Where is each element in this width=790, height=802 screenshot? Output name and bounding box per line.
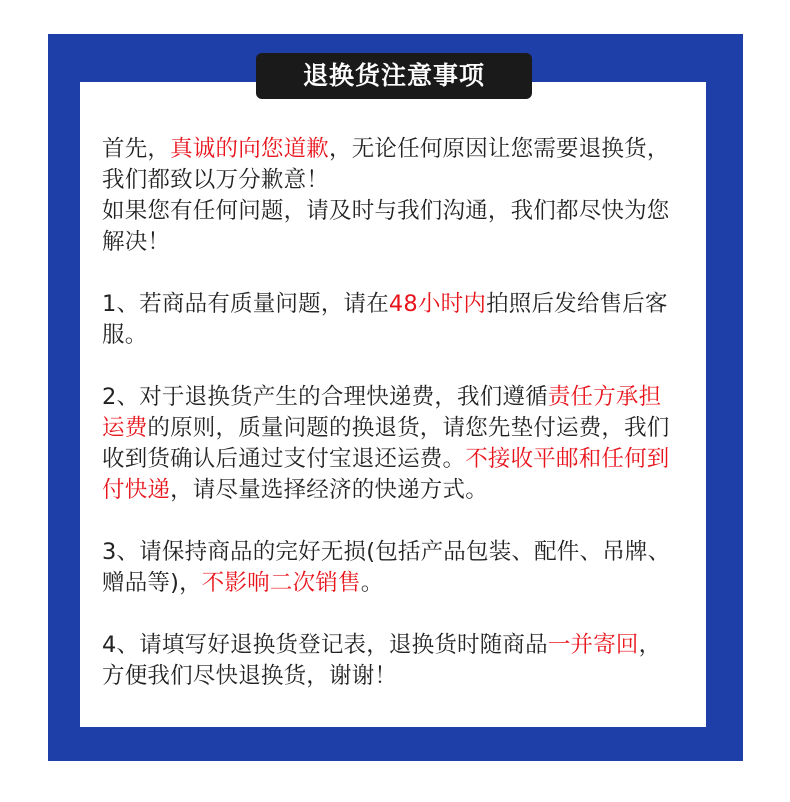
intro-contact: 如果您有任何问题，请及时与我们沟通，我们都尽快为您解决！	[102, 198, 670, 255]
item4-text-a: 4、请填写好退换货登记表，退换货时随商品	[102, 632, 548, 658]
intro-apology	[102, 134, 682, 196]
intro-apology-text-a: 首先，	[102, 136, 171, 162]
intro-apology-text-b: ，无论任何原因让您需要退换货，我们都致以万分歉意！	[102, 136, 670, 193]
notice-item-2	[102, 382, 682, 506]
item1-text-b: 拍照后发给售后客服。	[102, 291, 668, 348]
notice-item-1	[102, 289, 682, 351]
item2-highlight-1: 责任方承担运费	[102, 384, 662, 441]
item2-text-a: 2、对于退换货产生的合理快递费，我们遵循	[102, 384, 548, 410]
item2-highlight-2: 不接收平邮和任何到付快递	[102, 446, 670, 503]
item1-text-a: 1、若商品有质量问题，请在	[102, 291, 389, 317]
notice-content	[102, 134, 682, 692]
item3-text-b: 。	[360, 570, 384, 596]
item2-text-c: ，请尽量选择经济的快递方式。	[170, 477, 488, 503]
item3-text-a: 3、请保持商品的完好无损(包括产品包装、配件、吊牌、赠品等)，	[102, 539, 671, 596]
item4-text-b: ，方便我们尽快退换货，谢谢！	[102, 632, 662, 689]
item3-highlight: 不影响二次销售	[201, 570, 361, 596]
notice-item-3	[102, 537, 682, 599]
intro-apology-highlight: 真诚的向您道歉	[170, 136, 330, 162]
page-title: 退换货注意事项	[256, 53, 532, 99]
item2-text-b: 的原则，质量问题的换退货，请您先垫付运费，我们收到货确认后通过支付宝退还运费。	[102, 415, 670, 472]
notice-item-4	[102, 630, 682, 692]
item1-highlight: 48小时内	[388, 291, 487, 317]
item4-highlight: 一并寄回	[547, 632, 639, 658]
